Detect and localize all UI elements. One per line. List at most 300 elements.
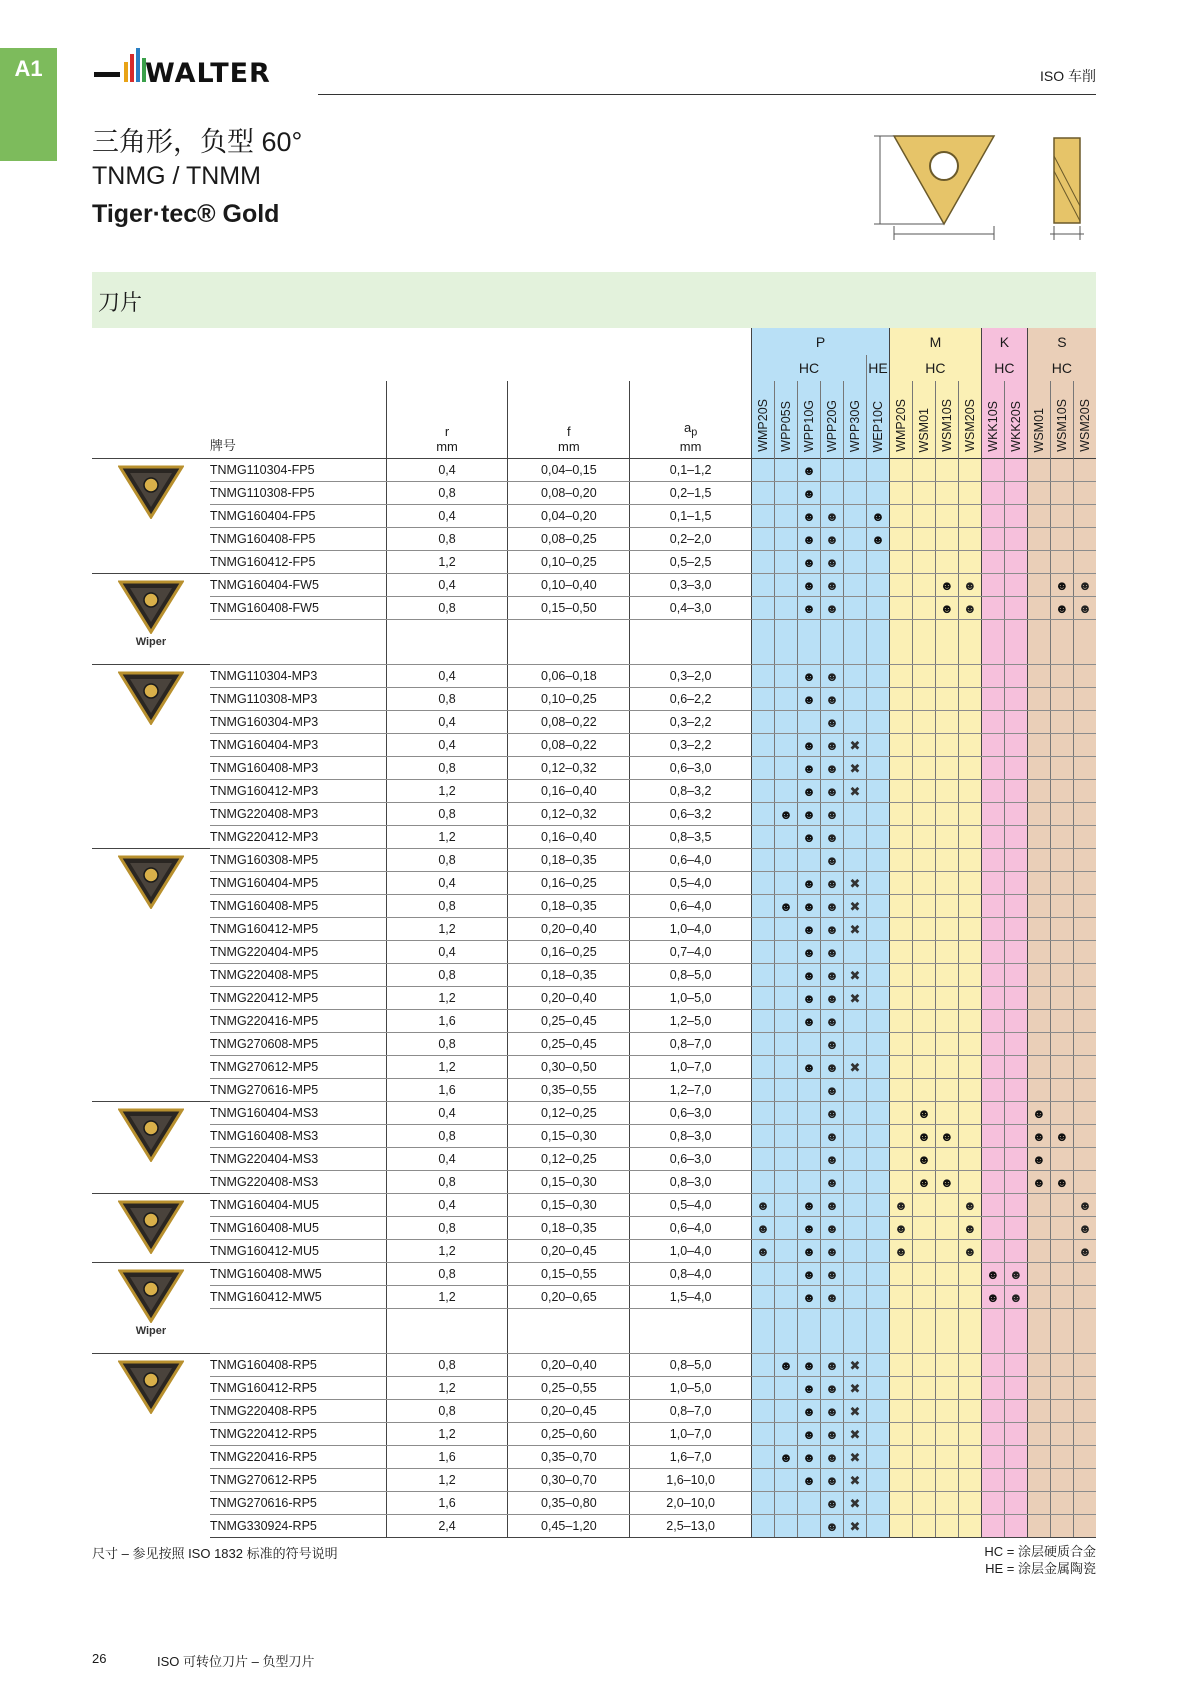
insert-image-cell <box>92 1263 210 1354</box>
suitability-alt-icon: ☻ <box>825 898 839 914</box>
grade-cell <box>752 1354 775 1377</box>
radius-cell: 1,6 <box>386 1446 508 1469</box>
grade-cell <box>775 1515 798 1538</box>
depth-cell: 0,2–1,5 <box>630 482 752 505</box>
grade-cell <box>1004 1377 1027 1400</box>
grade-cell <box>820 459 843 482</box>
grade-cell <box>1004 688 1027 711</box>
grade-cell <box>1027 734 1050 757</box>
suitability-main-icon: ☻ <box>1031 1174 1046 1190</box>
grade-cell <box>775 482 798 505</box>
grade-cell <box>1004 505 1027 528</box>
grade-cell <box>775 1354 798 1377</box>
grade-cell <box>1004 964 1027 987</box>
grade-cell <box>1027 1056 1050 1079</box>
depth-cell: 0,8–3,0 <box>630 1125 752 1148</box>
grade-cell <box>752 1240 775 1263</box>
grade-cell <box>798 1148 821 1171</box>
grade-cell <box>752 482 775 505</box>
grade-cell <box>1004 482 1027 505</box>
grade-cell <box>798 918 821 941</box>
suitability-main-icon: ☻ <box>802 668 816 684</box>
suitability-alt-icon: ☻ <box>825 1174 839 1190</box>
grade-cell <box>1004 826 1027 849</box>
grade-cell <box>866 872 889 895</box>
suitability-main-icon: ☻ <box>779 898 793 914</box>
grade-cell <box>1050 941 1073 964</box>
grade-cell <box>981 711 1004 734</box>
grade-cell <box>889 1125 912 1148</box>
grade-cell <box>820 1148 843 1171</box>
grade-cell <box>912 1033 935 1056</box>
table-header-left <box>92 328 752 355</box>
grade-cell <box>1073 1125 1096 1148</box>
grade-cell <box>820 1079 843 1102</box>
grade-cell <box>935 964 958 987</box>
spacer-cell <box>843 620 866 665</box>
grade-cell <box>866 1217 889 1240</box>
radius-cell: 0,8 <box>386 1033 508 1056</box>
suitability-alt-icon: ☻ <box>825 714 839 730</box>
grade-cell <box>798 872 821 895</box>
feed-cell: 0,20–0,40 <box>508 987 630 1010</box>
grade-cell <box>752 551 775 574</box>
grade-cell <box>775 459 798 482</box>
grade-cell <box>752 734 775 757</box>
grade-cell <box>889 780 912 803</box>
suitability-main-icon: ☻ <box>802 1220 816 1236</box>
designation-cell: TNMG160404-FP5 <box>210 505 386 528</box>
grade-cell <box>1027 872 1050 895</box>
grade-cell <box>843 1400 866 1423</box>
feed-cell: 0,18–0,35 <box>508 964 630 987</box>
grade-cell <box>981 597 1004 620</box>
grade-cell <box>1027 1286 1050 1309</box>
grade-cell <box>1050 1102 1073 1125</box>
grade-cell <box>889 734 912 757</box>
grade-cell <box>935 1102 958 1125</box>
feed-cell: 0,12–0,25 <box>508 1148 630 1171</box>
grade-label: WEP10C <box>870 400 885 452</box>
radius-cell: 0,4 <box>386 1194 508 1217</box>
suitability-main-icon: ☻ <box>802 554 816 570</box>
grade-cell <box>775 757 798 780</box>
grade-cell <box>935 597 958 620</box>
grade-cell <box>935 688 958 711</box>
grade-cell <box>958 688 981 711</box>
grade-cell <box>798 987 821 1010</box>
coating-header-hc: HC <box>981 355 1027 381</box>
header-r-unit: mm <box>436 439 458 454</box>
suitability-alt-icon: ☻ <box>825 1472 839 1488</box>
grade-cell <box>798 1240 821 1263</box>
suitability-main-icon: ☻ <box>802 1472 816 1488</box>
grade-label: WSM20S <box>962 399 977 452</box>
grade-cell <box>798 757 821 780</box>
grade-cell <box>1027 1400 1050 1423</box>
grade-cell <box>981 872 1004 895</box>
grade-cell <box>775 964 798 987</box>
suitability-main-icon: ☻ <box>802 967 816 983</box>
insert-image-cell <box>92 849 210 1102</box>
suitability-main-icon: ☻ <box>802 921 816 937</box>
suitability-cross-icon: ✖ <box>849 1495 861 1511</box>
suitability-alt-icon: ☻ <box>963 1243 977 1259</box>
grade-cell <box>752 505 775 528</box>
feed-cell: 0,10–0,25 <box>508 688 630 711</box>
suitability-main-icon: ☻ <box>917 1128 931 1144</box>
grade-cell <box>912 1400 935 1423</box>
table-row <box>92 1515 1096 1538</box>
grade-cell <box>958 1377 981 1400</box>
designation-cell: TNMG270608-MP5 <box>210 1033 386 1056</box>
suitability-main-icon: ☻ <box>940 600 954 616</box>
depth-cell: 1,0–4,0 <box>630 1240 752 1263</box>
grade-cell <box>1073 987 1096 1010</box>
grade-cell <box>981 918 1004 941</box>
insert-image-icon <box>118 1106 184 1162</box>
header-f-unit: mm <box>558 439 580 454</box>
grade-cell <box>981 987 1004 1010</box>
grade-cell <box>1004 757 1027 780</box>
grade-cell <box>820 1469 843 1492</box>
grade-cell <box>981 528 1004 551</box>
feed-cell: 0,25–0,45 <box>508 1010 630 1033</box>
grade-cell <box>843 1217 866 1240</box>
grade-cell <box>1073 803 1096 826</box>
grade-cell <box>820 688 843 711</box>
grade-cell <box>889 1263 912 1286</box>
grade-cell <box>775 1102 798 1125</box>
feed-cell: 0,08–0,22 <box>508 734 630 757</box>
grade-cell <box>912 1263 935 1286</box>
suitability-main-icon: ☻ <box>802 1243 816 1259</box>
radius-cell: 1,2 <box>386 1423 508 1446</box>
grade-cell <box>1050 1148 1073 1171</box>
grade-cell <box>752 826 775 849</box>
footer-legend <box>984 1543 1096 1577</box>
grade-cell <box>843 1148 866 1171</box>
grade-cell <box>820 1515 843 1538</box>
depth-cell: 0,3–2,0 <box>630 665 752 688</box>
designation-cell: TNMG220416-MP5 <box>210 1010 386 1033</box>
grade-cell <box>889 1423 912 1446</box>
grade-cell <box>889 505 912 528</box>
grade-cell <box>1027 711 1050 734</box>
suitability-cross-icon: ✖ <box>849 1472 861 1488</box>
table-row <box>92 597 1096 620</box>
grade-cell <box>1050 964 1073 987</box>
grade-cell <box>798 1354 821 1377</box>
grade-cell <box>1050 459 1073 482</box>
suitability-main-icon: ☻ <box>802 1357 816 1373</box>
grade-cell <box>843 826 866 849</box>
grade-cell <box>958 482 981 505</box>
grade-cell <box>1027 757 1050 780</box>
grade-cell <box>843 803 866 826</box>
suitability-alt-icon: ☻ <box>825 760 839 776</box>
grade-cell <box>1050 574 1073 597</box>
suitability-alt-icon: ☻ <box>1078 1243 1092 1259</box>
insert-image-cell <box>92 574 210 665</box>
spacer-cell <box>958 1309 981 1354</box>
grade-cell <box>935 757 958 780</box>
grade-cell <box>1027 849 1050 872</box>
depth-cell: 0,5–4,0 <box>630 872 752 895</box>
section-label: ISO 车削 <box>1039 68 1096 84</box>
grade-cell <box>889 803 912 826</box>
suitability-alt-icon: ☻ <box>1009 1266 1023 1282</box>
suitability-alt-icon: ☻ <box>825 1220 839 1236</box>
header-f <box>508 381 630 459</box>
grade-cell <box>1050 780 1073 803</box>
grade-cell <box>866 1286 889 1309</box>
grade-cell <box>752 1515 775 1538</box>
grade-cell <box>1004 1079 1027 1102</box>
radius-cell: 1,2 <box>386 1286 508 1309</box>
grade-cell <box>1073 964 1096 987</box>
grade-cell <box>798 1423 821 1446</box>
designation-cell: TNMG160304-MP3 <box>210 711 386 734</box>
grade-cell <box>752 1469 775 1492</box>
depth-cell: 0,8–7,0 <box>630 1033 752 1056</box>
grade-cell <box>798 665 821 688</box>
feed-cell: 0,16–0,25 <box>508 941 630 964</box>
suitability-cross-icon: ✖ <box>849 990 861 1006</box>
grade-cell <box>866 597 889 620</box>
table-row <box>92 551 1096 574</box>
grade-cell <box>1004 1033 1027 1056</box>
grade-cell <box>752 1377 775 1400</box>
suitability-cross-icon: ✖ <box>849 967 861 983</box>
grade-cell <box>981 1217 1004 1240</box>
grade-cell <box>798 803 821 826</box>
grade-cell <box>1004 1515 1027 1538</box>
table-row <box>92 1217 1096 1240</box>
radius-cell: 0,8 <box>386 1125 508 1148</box>
designation-cell: TNMG160408-MP3 <box>210 757 386 780</box>
header-divider <box>318 94 1096 95</box>
suitability-main-icon: ☻ <box>802 462 816 478</box>
suitability-main-icon: ☻ <box>779 1357 793 1373</box>
spacer-cell <box>1050 620 1073 665</box>
suitability-main-icon: ☻ <box>802 990 816 1006</box>
grade-cell <box>912 1010 935 1033</box>
depth-cell: 0,6–3,0 <box>630 1102 752 1125</box>
grade-cell <box>889 757 912 780</box>
grade-cell <box>866 1033 889 1056</box>
suitability-alt-icon: ☻ <box>756 1197 770 1213</box>
depth-cell: 0,4–3,0 <box>630 597 752 620</box>
grade-label: WKK10S <box>985 401 1000 452</box>
grade-cell <box>798 826 821 849</box>
grade-cell <box>866 895 889 918</box>
grade-cell <box>958 941 981 964</box>
grade-cell <box>820 574 843 597</box>
grade-cell <box>981 1010 1004 1033</box>
grade-cell <box>866 987 889 1010</box>
grade-cell <box>981 1194 1004 1217</box>
grade-cell <box>843 964 866 987</box>
suitability-main-icon: ☻ <box>802 1289 816 1305</box>
grade-cell <box>843 505 866 528</box>
feed-cell: 0,25–0,45 <box>508 1033 630 1056</box>
depth-cell: 0,7–4,0 <box>630 941 752 964</box>
grade-cell <box>775 1171 798 1194</box>
designation-cell: TNMG270616-MP5 <box>210 1079 386 1102</box>
grade-cell <box>798 1194 821 1217</box>
grade-cell <box>843 780 866 803</box>
grade-cell <box>843 895 866 918</box>
insert-image-cell <box>92 459 210 574</box>
grade-cell <box>1027 941 1050 964</box>
grade-cell <box>958 665 981 688</box>
grade-cell <box>981 1400 1004 1423</box>
suitability-alt-icon: ☻ <box>1078 577 1092 593</box>
wiper-label: Wiper <box>135 1325 167 1337</box>
grade-cell <box>981 1171 1004 1194</box>
table-header-left-2 <box>92 355 752 381</box>
grade-cell <box>1050 757 1073 780</box>
grade-cell <box>889 1194 912 1217</box>
suitability-alt-icon: ☻ <box>825 1243 839 1259</box>
grade-cell <box>843 1354 866 1377</box>
grade-cell <box>1050 482 1073 505</box>
group-header-s: S <box>1027 328 1096 355</box>
grade-cell <box>866 757 889 780</box>
designation-cell: TNMG160404-MU5 <box>210 1194 386 1217</box>
grade-cell <box>935 1354 958 1377</box>
grade-cell <box>958 849 981 872</box>
grade-cell <box>1004 1263 1027 1286</box>
grade-cell <box>775 1033 798 1056</box>
grade-header-wpp20g <box>820 381 843 459</box>
grade-cell <box>752 574 775 597</box>
grade-cell <box>820 1354 843 1377</box>
table-row <box>92 1171 1096 1194</box>
suitability-main-icon: ☻ <box>802 1197 816 1213</box>
grade-cell <box>912 780 935 803</box>
grade-cell <box>1050 1469 1073 1492</box>
suitability-main-icon: ☻ <box>802 1059 816 1075</box>
suitability-cross-icon: ✖ <box>849 1380 861 1396</box>
table-row <box>92 1446 1096 1469</box>
suitability-alt-icon: ☻ <box>1078 1197 1092 1213</box>
grade-cell <box>820 1102 843 1125</box>
grade-cell <box>752 987 775 1010</box>
grade-cell <box>889 964 912 987</box>
table-row <box>92 1148 1096 1171</box>
table-row <box>92 1400 1096 1423</box>
grade-cell <box>1027 482 1050 505</box>
grade-cell <box>798 895 821 918</box>
grade-cell <box>752 941 775 964</box>
grade-cell <box>889 459 912 482</box>
grade-cell <box>752 1102 775 1125</box>
designation-cell: TNMG160408-MS3 <box>210 1125 386 1148</box>
depth-cell: 0,8–3,0 <box>630 1171 752 1194</box>
suitability-alt-icon: ☻ <box>825 577 839 593</box>
grade-cell <box>889 1377 912 1400</box>
grade-cell <box>798 1400 821 1423</box>
grade-cell <box>843 757 866 780</box>
grade-cell <box>912 1446 935 1469</box>
table-row <box>92 803 1096 826</box>
suitability-main-icon: ☻ <box>802 691 816 707</box>
grade-cell <box>912 1125 935 1148</box>
radius-cell: 1,2 <box>386 987 508 1010</box>
grade-cell <box>866 459 889 482</box>
radius-cell: 0,4 <box>386 459 508 482</box>
suitability-alt-icon: ☻ <box>825 806 839 822</box>
feed-cell: 0,35–0,70 <box>508 1446 630 1469</box>
grade-cell <box>912 987 935 1010</box>
grade-cell <box>775 711 798 734</box>
grade-cell <box>1004 665 1027 688</box>
grade-cell <box>935 551 958 574</box>
grade-cell <box>958 1263 981 1286</box>
depth-cell: 0,8–3,2 <box>630 780 752 803</box>
grade-cell <box>912 803 935 826</box>
designation-cell: TNMG220404-MS3 <box>210 1148 386 1171</box>
grade-cell <box>912 1354 935 1377</box>
grade-cell <box>958 757 981 780</box>
grade-cell <box>843 1102 866 1125</box>
feed-cell: 0,20–0,40 <box>508 1354 630 1377</box>
depth-cell: 2,5–13,0 <box>630 1515 752 1538</box>
grade-cell <box>958 734 981 757</box>
grade-cell <box>820 1400 843 1423</box>
radius-cell: 0,8 <box>386 1171 508 1194</box>
table-row <box>92 711 1096 734</box>
grade-cell <box>820 1492 843 1515</box>
grade-cell <box>843 482 866 505</box>
grade-cell <box>912 1492 935 1515</box>
grade-cell <box>820 1240 843 1263</box>
grade-cell <box>889 1171 912 1194</box>
grade-cell <box>752 1446 775 1469</box>
depth-cell: 1,0–7,0 <box>630 1423 752 1446</box>
grade-cell <box>843 1492 866 1515</box>
grade-cell <box>1004 1469 1027 1492</box>
depth-cell: 0,6–4,0 <box>630 849 752 872</box>
grade-cell <box>752 665 775 688</box>
grade-cell <box>1050 551 1073 574</box>
radius-cell: 1,2 <box>386 1056 508 1079</box>
suitability-main-icon: ☻ <box>802 531 816 547</box>
radius-cell: 1,2 <box>386 826 508 849</box>
suitability-alt-icon: ☻ <box>825 1105 839 1121</box>
table-row <box>92 849 1096 872</box>
spacer-cell <box>820 620 843 665</box>
grade-cell <box>958 505 981 528</box>
grade-cell <box>775 1469 798 1492</box>
table-header-groups-row <box>92 328 1096 355</box>
grade-cell <box>752 780 775 803</box>
grade-cell <box>843 1377 866 1400</box>
grade-cell <box>1050 1263 1073 1286</box>
suitability-cross-icon: ✖ <box>849 1449 861 1465</box>
table-row <box>92 688 1096 711</box>
grade-cell <box>1004 895 1027 918</box>
grade-cell <box>981 734 1004 757</box>
suitability-alt-icon: ☻ <box>825 967 839 983</box>
grade-cell <box>752 1148 775 1171</box>
grade-cell <box>1050 1010 1073 1033</box>
grade-cell <box>866 1194 889 1217</box>
suitability-main-icon: ☻ <box>986 1289 1000 1305</box>
grade-cell <box>775 1492 798 1515</box>
